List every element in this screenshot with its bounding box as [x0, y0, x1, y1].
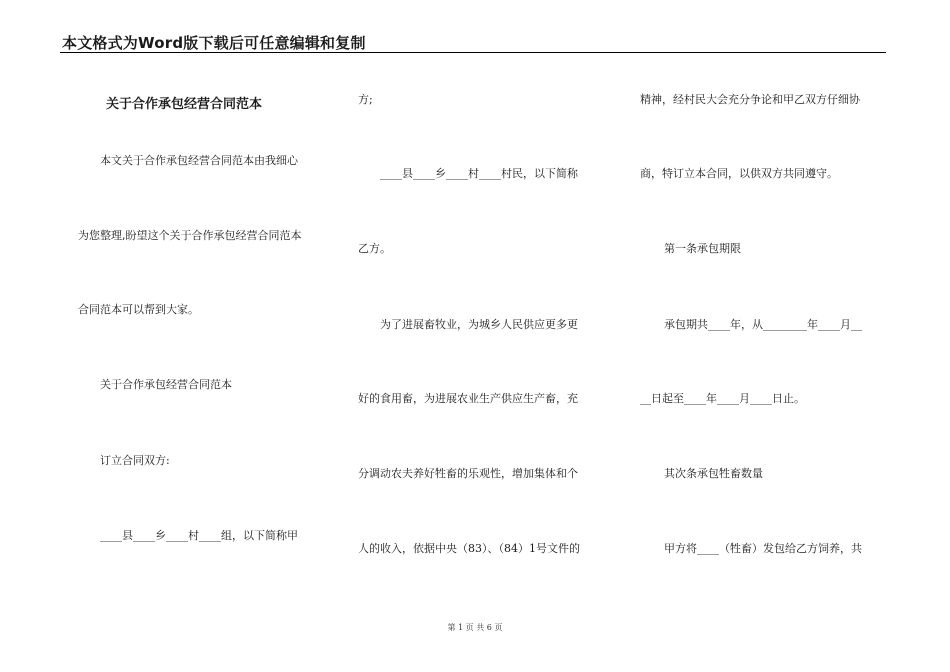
column-1-line-2: 为您整理,盼望这个关于合作承包经营合同范本	[78, 229, 302, 242]
column-1-line-3: 合同范本可以帮到大家。	[78, 303, 199, 316]
column-3-line-3: 第一条承包期限	[664, 242, 741, 255]
document-title: 关于合作承包经营合同范本	[106, 97, 263, 112]
column-1-line-1: 本文关于合作承包经营合同范本由我细心	[100, 154, 298, 167]
column-3-line-6: 其次条承包牲畜数量	[664, 467, 763, 480]
column-2-line-3: 乙方。	[358, 242, 391, 255]
header-rule	[60, 52, 886, 53]
column-2-line-2: ____县____乡____村____村民，以下简称	[380, 167, 578, 180]
column-1-line-4: 关于合作承包经营合同范本	[100, 378, 232, 391]
document-header-title: 本文格式为Word版下载后可任意编辑和复制	[62, 34, 366, 52]
column-3-line-4: 承包期共____年，从________年____月__	[664, 318, 862, 331]
column-3-line-5: __日起至____年____月____日止。	[640, 392, 805, 405]
column-2-line-4: 为了进展畜牧业，为城乡人民供应更多更	[380, 318, 578, 331]
column-1-line-5: 订立合同双方:	[100, 454, 170, 467]
column-2-line-7: 人的收入，依据中央（83）、（84）1号文件的	[358, 542, 580, 555]
column-1-line-6: ____县____乡____村____组，以下简称甲	[100, 529, 298, 542]
column-2-line-6: 分调动农夫养好牲畜的乐观性，增加集体和个	[358, 467, 578, 480]
column-3-line-7: 甲方将____（牲畜）发包给乙方饲养，共	[664, 542, 862, 555]
column-3-line-1: 精神，经村民大会充分争论和甲乙双方仔细协	[640, 93, 860, 106]
column-2-line-5: 好的食用畜，为进展农业生产供应生产畜，充	[358, 392, 578, 405]
page-footer: 第 1 页 共 6 页	[447, 623, 503, 632]
column-3-line-2: 商，特订立本合同，以供双方共同遵守。	[640, 167, 838, 180]
column-2-line-1: 方;	[358, 93, 373, 106]
